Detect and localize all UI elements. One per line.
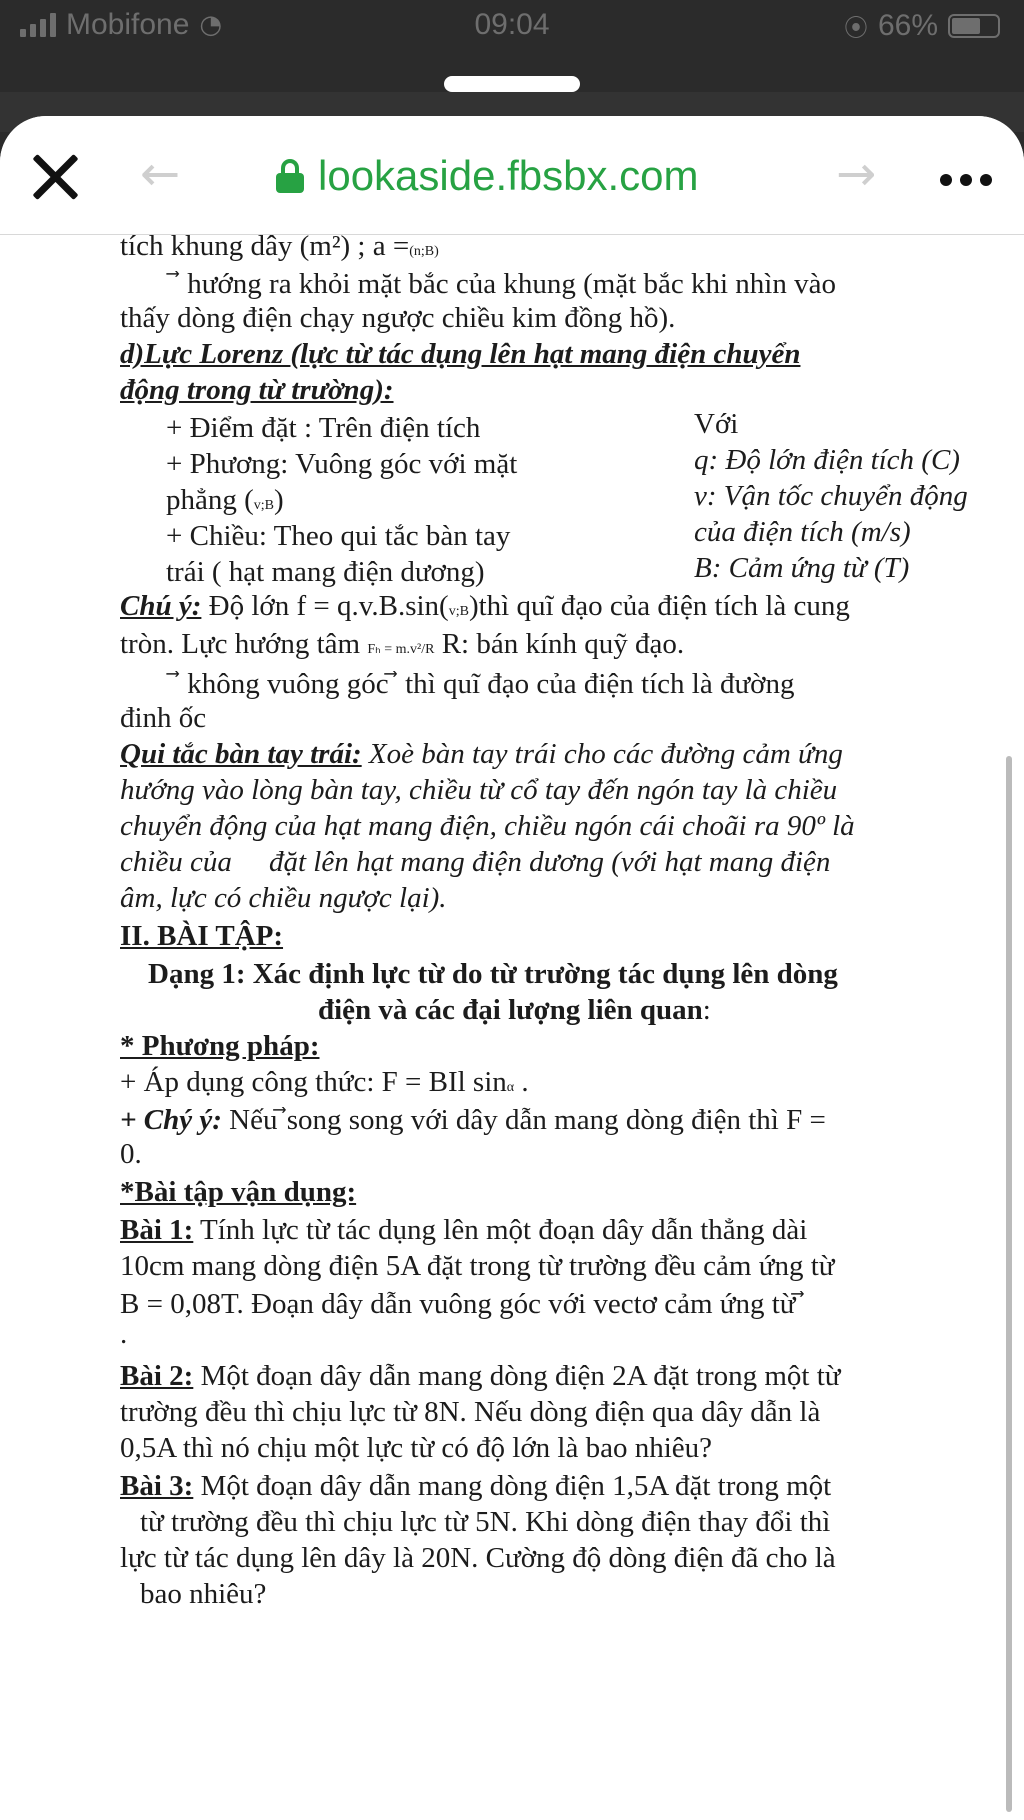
- doc-line-30: B = 0,08T. Đoạn dây dẫn vuông góc với vectơ cảm ứng từ ⃗: [120, 1288, 805, 1320]
- doc-line-13: ⃗ không vuông góc ⃗ thì quĩ đạo của điện tích là đường: [180, 668, 795, 700]
- section-heading: II. BÀI TẬP:: [120, 920, 284, 952]
- doc-line-17: chuyển động của hạt mang điện, chiều ngón cái choãi ra 90º là: [120, 810, 855, 842]
- clock: 09:04: [474, 8, 550, 41]
- doc-line-38: bao nhiêu?: [140, 1578, 267, 1610]
- url-text: lookaside.fbsbx.com: [318, 152, 699, 199]
- doc-line-10b: B: Cảm ứng từ (T): [694, 552, 910, 584]
- more-options-icon[interactable]: [940, 174, 992, 186]
- document-page[interactable]: [0, 234, 1024, 1820]
- carrier-label: Mobifone: [66, 8, 190, 41]
- doc-line-25: + Chý ý: Nếu ⃗song song với dây dẫn mang dòng điện thì F =: [120, 1104, 826, 1136]
- doc-line-34: 0,5A thì nó chịu một lực từ có độ lớn là bao nhiêu?: [120, 1432, 713, 1464]
- doc-line-26: 0.: [120, 1138, 142, 1170]
- rotation-lock-icon: ⦿: [843, 14, 868, 42]
- doc-line-3: thấy dòng điện chạy ngược chiều kim đồng hồ).: [120, 302, 676, 334]
- exercise-1: Bài 1: Tính lực từ tác dụng lên một đoạn dây dẫn thẳng dài: [120, 1214, 808, 1246]
- battery-fill: [952, 18, 980, 34]
- doc-line-33: trường đều thì chịu lực từ 8N. Nếu dòng điện qua dây dẫn là: [120, 1396, 821, 1428]
- back-arrow-icon[interactable]: ←: [140, 146, 181, 202]
- doc-line-5: động trong từ trường):: [120, 374, 394, 406]
- doc-line-23: * Phương pháp:: [120, 1030, 320, 1062]
- doc-line-6b: Với: [694, 408, 739, 440]
- doc-line-2: ⃗ hướng ra khỏi mặt bắc của khung (mặt bắc khi nhìn vào: [180, 268, 836, 300]
- doc-line-11: Chú ý: Độ lớn f = q.v.B.sin(v;B)thì quĩ đạo của điện tích là cung: [120, 590, 850, 622]
- battery-icon: [948, 14, 1000, 38]
- doc-line-16: hướng vào lòng bàn tay, chiều từ cổ tay đến ngón tay là chiều: [120, 774, 838, 806]
- status-right: [844, 8, 1000, 43]
- doc-line-12: tròn. Lực hướng tâm Fₕ = m.v²/R R: bán kính quỹ đạo.: [120, 628, 685, 660]
- doc-line-36: từ trường đều thì chịu lực từ 5N. Khi dòng điện thay đổi thì: [140, 1506, 831, 1538]
- exercise-3: Bài 3: Một đoạn dây dẫn mang dòng điện 1,5A đặt trong một: [120, 1470, 832, 1502]
- doc-line-22: điện và các đại lượng liên quan:: [318, 994, 711, 1026]
- doc-line-6a: + Điểm đặt : Trên điện tích: [166, 412, 481, 444]
- status-bar: [0, 0, 1024, 56]
- lock-icon: [276, 159, 304, 193]
- scrollbar[interactable]: [1006, 756, 1012, 1812]
- doc-line-37: lực từ tác dụng lên dây là 20N. Cường độ dòng điện đã cho là: [120, 1542, 836, 1574]
- doc-line-8b: v: Vận tốc chuyển động: [694, 480, 968, 512]
- doc-line-21: Dạng 1: Xác định lực từ do từ trường tác dụng lên dòng: [148, 958, 838, 990]
- doc-line-15: Qui tắc bàn tay trái: Xoè bàn tay trái cho các đường cảm ứng: [120, 738, 843, 770]
- doc-line-1: tích khung dây (m²) ; a =(n;B): [120, 234, 439, 262]
- doc-line-14: đinh ốc: [120, 702, 207, 734]
- doc-line-24: + Áp dụng công thức: F = BIl sinα .: [120, 1066, 529, 1098]
- battery-percent: 66%: [877, 8, 938, 42]
- doc-line-4: d)Lực Lorenz (lực từ tác dụng lên hạt mang điện chuyển: [120, 338, 801, 370]
- doc-line-29: 10cm mang dòng điện 5A đặt trong từ trường đều cảm ứng từ: [120, 1250, 835, 1282]
- doc-line-10a: trái ( hạt mang điện dương): [166, 556, 485, 588]
- browser-nav-bar: [0, 116, 1024, 235]
- wifi-icon: ◔: [199, 10, 223, 40]
- address-bar[interactable]: [276, 152, 699, 200]
- doc-line-31: .: [120, 1318, 128, 1350]
- doc-line-7b: q: Độ lớn điện tích (C): [694, 444, 960, 476]
- doc-line-9a: + Chiều: Theo qui tắc bàn tay: [166, 520, 511, 552]
- doc-line-19: âm, lực có chiều ngược lại).: [120, 882, 447, 914]
- doc-line-7a: + Phương: Vuông góc với mặt: [166, 448, 518, 480]
- doc-line-18: chiều của ⃗ đặt lên hạt mang điện dương (với hạt mang điện: [120, 846, 831, 878]
- doc-line-8a: phẳng (v;B): [166, 484, 284, 516]
- close-icon[interactable]: [30, 152, 80, 202]
- forward-arrow-icon[interactable]: →: [836, 146, 877, 202]
- browser-sheet: [0, 116, 1024, 1820]
- doc-line-9b: của điện tích (m/s): [694, 516, 911, 548]
- doc-line-27: *Bài tập vận dụng:: [120, 1176, 357, 1208]
- sheet-drag-handle[interactable]: [444, 76, 580, 92]
- exercise-2: Bài 2: Một đoạn dây dẫn mang dòng điện 2A đặt trong một từ: [120, 1360, 841, 1392]
